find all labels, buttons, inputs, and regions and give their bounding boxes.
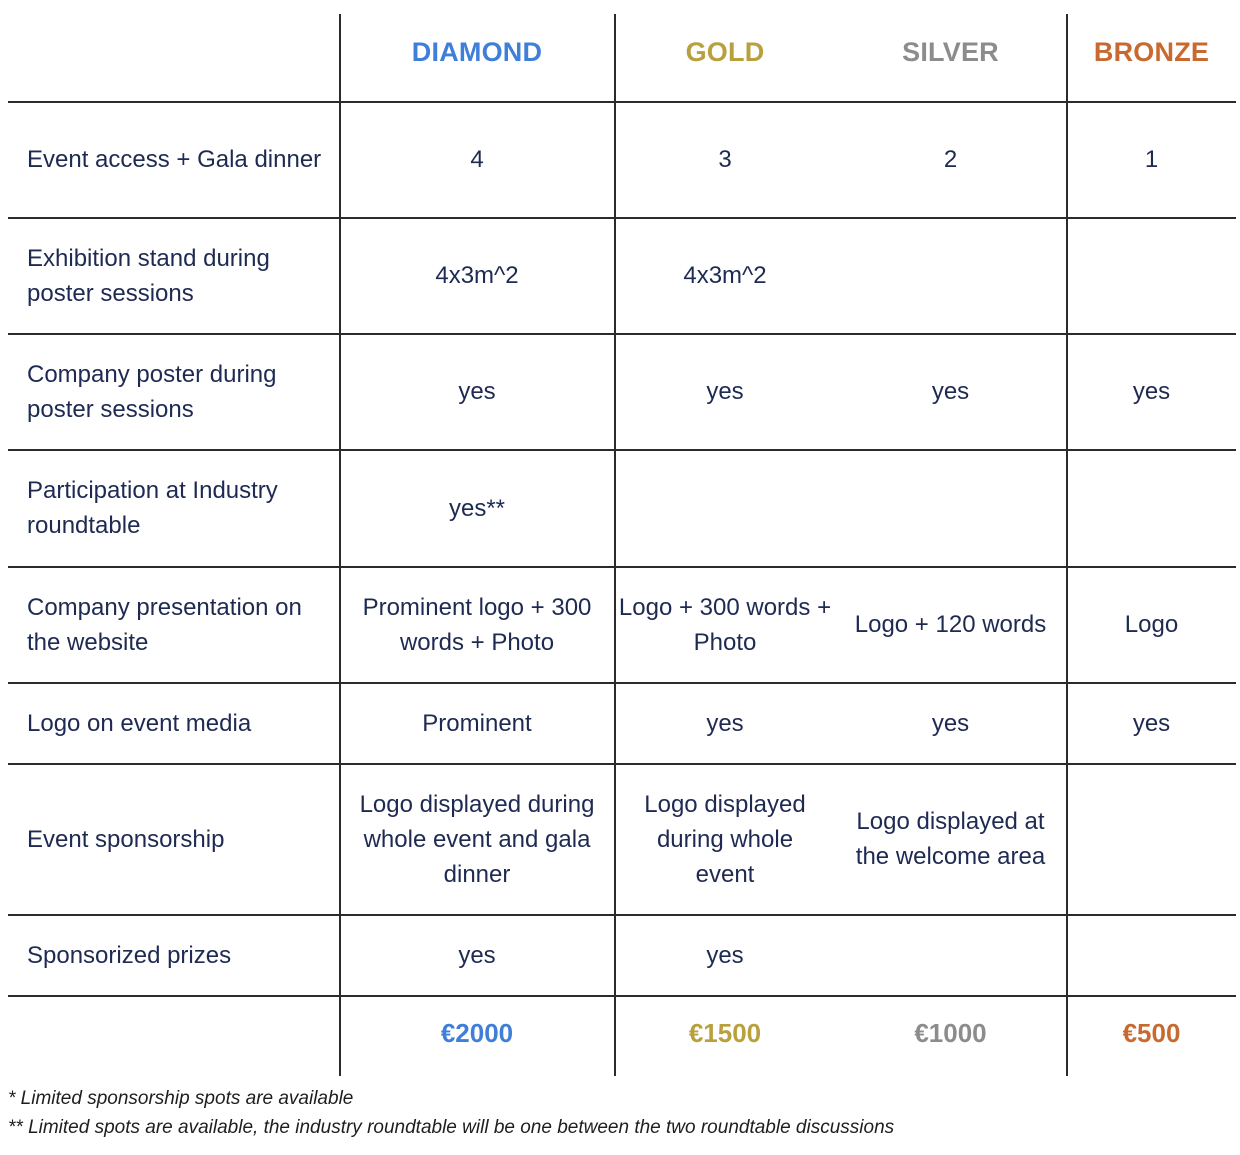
footnote: ** Limited spots are available, the industry roundtable will be one between the two roundtable discussions (8, 1117, 895, 1138)
table-cell: yes** (448, 494, 506, 522)
row-label: Company presentation on the website (27, 593, 302, 656)
tier-header-diamond: DIAMOND (411, 36, 543, 67)
table-rule (8, 995, 1236, 997)
table-cell (1067, 218, 1236, 333)
table-cell: 4 (470, 146, 484, 173)
table-cell: yes (1132, 709, 1171, 737)
table-cell: Logo displayed during whole event and gala dinner (359, 790, 595, 888)
table-cell: Prominent logo + 300 words + Photo (362, 593, 592, 656)
table-cell: yes (706, 941, 744, 969)
table-cell: yes (931, 709, 970, 737)
table-cell: yes (458, 941, 496, 969)
table-cell: Logo displayed during whole event (644, 790, 806, 888)
footnote: * Limited sponsorship spots are available (8, 1088, 354, 1109)
table-cell: Logo (1124, 611, 1179, 638)
tier-header-bronze: BRONZE (1093, 36, 1210, 67)
table-cell (1067, 450, 1236, 566)
table-cell: Logo + 120 words (854, 611, 1047, 638)
table-cell (1067, 764, 1236, 914)
table-cell: yes (706, 378, 744, 405)
tier-header-silver: SILVER (902, 36, 999, 67)
table-cell: yes (931, 378, 970, 405)
table-cell: Logo displayed at the welcome area (855, 808, 1046, 870)
table-cell (615, 450, 835, 566)
table-cell: Logo + 300 words + Photo (618, 593, 832, 656)
table-cell: 4x3m^2 (683, 262, 767, 289)
row-label: Participation at Industry roundtable (27, 477, 278, 539)
row-label: Exhibition stand during poster sessions (27, 244, 270, 307)
price-gold: €1500 (688, 1017, 762, 1048)
table-cell (835, 218, 1066, 333)
table-cell: Prominent (422, 709, 532, 737)
price-bronze: €500 (1122, 1017, 1181, 1048)
row-label: Event sponsorship (27, 825, 225, 853)
table-cell: 2 (943, 146, 958, 173)
table-cell: 1 (1144, 146, 1159, 173)
table-cell: yes (706, 709, 744, 737)
tier-header-gold: GOLD (685, 36, 765, 67)
table-cell: yes (458, 378, 496, 405)
table-cell (1067, 915, 1236, 995)
row-label: Sponsorized prizes (27, 941, 232, 969)
price-silver: €1000 (914, 1017, 987, 1048)
price-diamond: €2000 (440, 1017, 514, 1048)
row-label: Logo on event media (27, 709, 252, 737)
table-cell (835, 450, 1066, 566)
table-cell: 3 (718, 146, 732, 173)
table-cell: 4x3m^2 (435, 262, 519, 289)
row-label: Event access + Gala dinner (27, 146, 322, 173)
table-cell (835, 915, 1066, 995)
row-label: Company poster during poster sessions (27, 360, 277, 423)
table-cell: yes (1132, 378, 1171, 405)
